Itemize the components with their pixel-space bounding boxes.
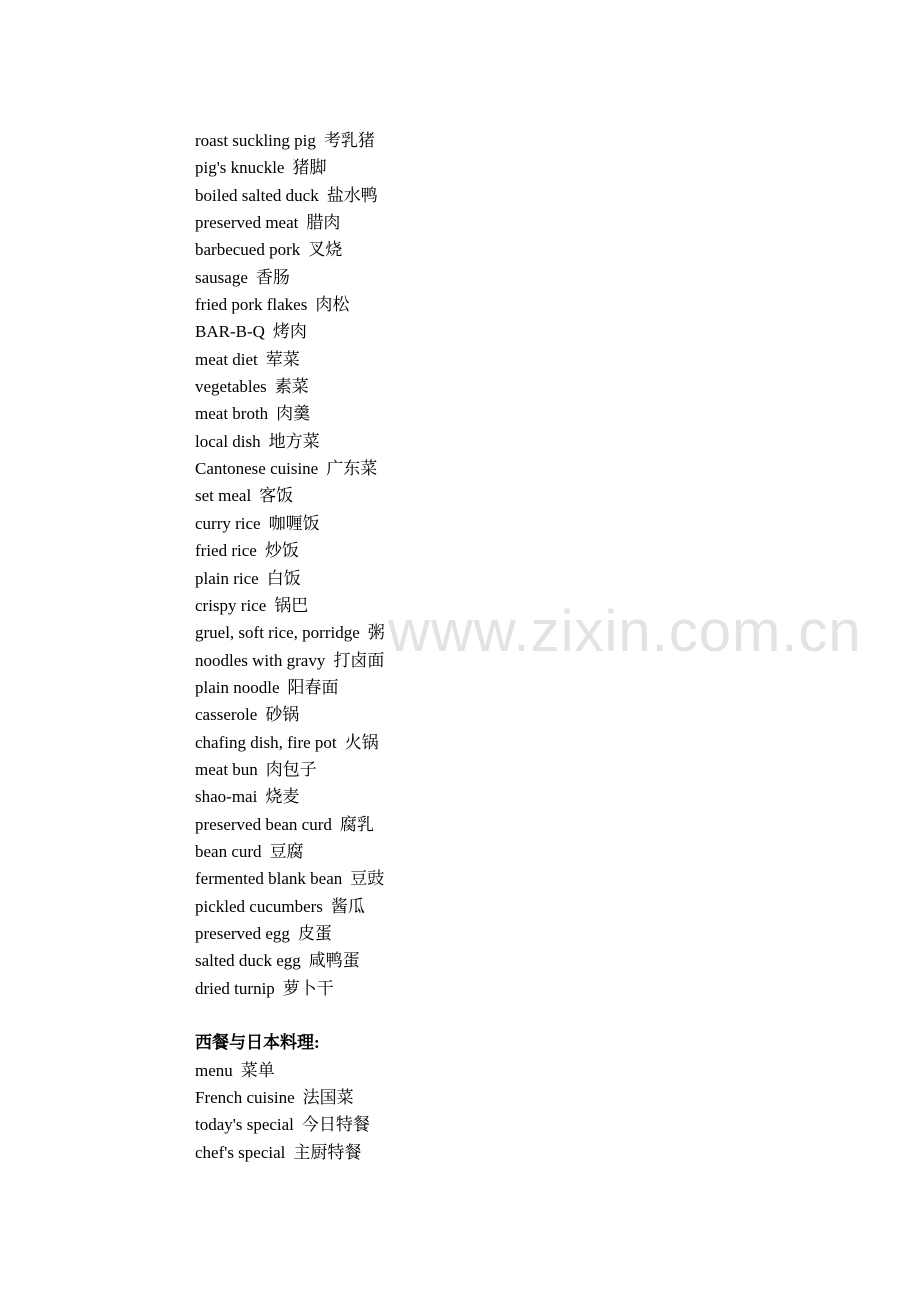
chinese-term: 白饭 — [266, 568, 301, 588]
english-term: preserved egg — [195, 923, 290, 943]
section-gap — [195, 1002, 715, 1029]
english-term: curry rice — [195, 513, 261, 533]
vocab-entry — [195, 947, 715, 974]
english-term: noodles with gravy — [195, 650, 326, 670]
vocab-entry — [195, 701, 715, 728]
chinese-term: 豆腐 — [269, 841, 304, 861]
english-term: meat bun — [195, 759, 258, 779]
vocab-entry — [195, 592, 715, 619]
vocabulary-list — [195, 127, 715, 1166]
chinese-term: 盐水鸭 — [326, 185, 378, 205]
vocab-entry — [195, 510, 715, 537]
chinese-term: 肉羹 — [276, 404, 311, 424]
western-japanese-list — [195, 1057, 715, 1166]
english-term: shao-mai — [195, 787, 258, 807]
chinese-term: 腊肉 — [306, 213, 341, 233]
chinese-term: 打卤面 — [333, 650, 385, 670]
vocab-entry — [195, 893, 715, 920]
chinese-term: 豆豉 — [350, 869, 385, 889]
vocab-entry — [195, 647, 715, 674]
english-term: salted duck egg — [195, 951, 301, 971]
chinese-term: 猪脚 — [292, 158, 327, 178]
vocab-entry — [195, 1084, 715, 1111]
chinese-term: 锅巴 — [274, 595, 309, 615]
vocab-entry — [195, 291, 715, 318]
english-term: BAR-B-Q — [195, 322, 265, 342]
english-term: meat diet — [195, 349, 258, 369]
vocab-entry — [195, 756, 715, 783]
chinese-term: 烤肉 — [272, 322, 307, 342]
chinese-term: 火锅 — [344, 732, 379, 752]
english-term: chef's special — [195, 1142, 286, 1162]
vocab-entry — [195, 482, 715, 509]
vocab-entry — [195, 811, 715, 838]
english-term: barbecued pork — [195, 240, 301, 260]
watermark-text: www.zixin.com.cn — [388, 599, 862, 664]
chinese-term: 广东菜 — [326, 459, 378, 479]
english-term: set meal — [195, 486, 252, 506]
vocab-entry — [195, 783, 715, 810]
english-term: vegetables — [195, 377, 267, 397]
vocab-entry — [195, 920, 715, 947]
english-term: fried rice — [195, 541, 257, 561]
vocab-entry — [195, 619, 715, 646]
english-term: menu — [195, 1060, 233, 1080]
chinese-term: 皮蛋 — [297, 923, 332, 943]
vocab-entry — [195, 182, 715, 209]
vocab-entry — [195, 838, 715, 865]
chinese-term: 素菜 — [274, 377, 309, 397]
vocab-entry — [195, 154, 715, 181]
chinese-term: 砂锅 — [265, 705, 300, 725]
vocab-entry — [195, 1111, 715, 1138]
chinese-term: 香肠 — [255, 267, 290, 287]
chinese-term: 炒饭 — [264, 541, 299, 561]
vocab-entry — [195, 428, 715, 455]
english-term: casserole — [195, 705, 258, 725]
english-term: plain noodle — [195, 677, 280, 697]
chinese-term: 荤菜 — [265, 349, 300, 369]
english-term: boiled salted duck — [195, 185, 319, 205]
vocab-entry — [195, 346, 715, 373]
vocab-entry — [195, 318, 715, 345]
english-term: crispy rice — [195, 595, 267, 615]
chinese-term: 酱瓜 — [330, 896, 365, 916]
chinese-term: 阳春面 — [287, 677, 339, 697]
vocab-entry — [195, 537, 715, 564]
english-term: preserved meat — [195, 213, 299, 233]
english-term: roast suckling pig — [195, 131, 316, 150]
chinese-term: 地方菜 — [268, 431, 320, 451]
english-term: preserved bean curd — [195, 814, 332, 834]
english-term: pickled cucumbers — [195, 896, 323, 916]
english-term: French cuisine — [195, 1088, 295, 1108]
chinese-term: 咖喱饭 — [268, 513, 320, 533]
english-term: Cantonese cuisine — [195, 459, 319, 479]
chinese-term: 菜单 — [240, 1060, 275, 1080]
chinese-term: 肉包子 — [265, 759, 317, 779]
english-term: pig's knuckle — [195, 158, 285, 178]
vocab-entry — [195, 1139, 715, 1166]
vocab-entry — [195, 127, 715, 154]
chinese-dishes-list — [195, 127, 715, 1002]
english-term: local dish — [195, 431, 261, 451]
vocab-entry — [195, 264, 715, 291]
english-term: fermented blank bean — [195, 869, 343, 889]
vocab-entry — [195, 865, 715, 892]
english-term: chafing dish, fire pot — [195, 732, 337, 752]
chinese-term: 今日特餐 — [301, 1115, 370, 1135]
chinese-term: 考乳猪 — [323, 131, 375, 150]
vocab-entry — [195, 674, 715, 701]
english-term: gruel, soft rice, porridge — [195, 623, 360, 643]
vocab-entry — [195, 729, 715, 756]
english-term: bean curd — [195, 841, 262, 861]
english-term: fried pork flakes — [195, 295, 308, 315]
vocab-entry — [195, 373, 715, 400]
chinese-term: 腐乳 — [339, 814, 374, 834]
english-term: sausage — [195, 267, 248, 287]
english-term: dried turnip — [195, 978, 275, 998]
chinese-term: 主厨特餐 — [293, 1142, 362, 1162]
chinese-term: 咸鸭蛋 — [308, 951, 360, 971]
vocab-entry — [195, 565, 715, 592]
vocab-entry — [195, 975, 715, 1002]
chinese-term: 叉烧 — [308, 240, 343, 260]
chinese-term: 烧麦 — [265, 787, 300, 807]
vocab-entry — [195, 455, 715, 482]
chinese-term: 粥 — [367, 623, 385, 643]
chinese-term: 法国菜 — [302, 1088, 354, 1108]
vocab-entry — [195, 236, 715, 263]
vocab-entry — [195, 400, 715, 427]
section-title-western-japanese: 西餐与日本料理: — [195, 1033, 320, 1053]
vocab-entry — [195, 209, 715, 236]
english-term: today's special — [195, 1115, 294, 1135]
english-term: meat broth — [195, 404, 269, 424]
chinese-term: 萝卜干 — [282, 978, 334, 998]
chinese-term: 客饭 — [259, 486, 294, 506]
english-term: plain rice — [195, 568, 259, 588]
chinese-term: 肉松 — [315, 295, 350, 315]
vocab-entry — [195, 1057, 715, 1084]
